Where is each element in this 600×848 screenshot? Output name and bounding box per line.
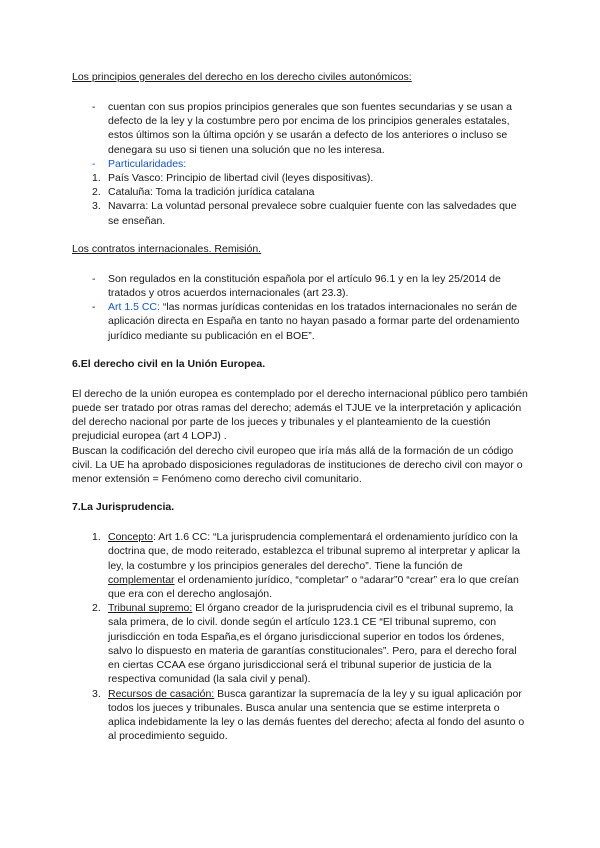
list-item xyxy=(72,100,528,157)
term-concepto: Concepto xyxy=(108,531,153,544)
term-complementar: complementar xyxy=(108,573,175,586)
section-heading-principios: Los principios generales del derecho en los derecho civiles autonómicos: xyxy=(72,71,412,83)
bullet-list-principios xyxy=(72,100,528,171)
list-item: - Art 1.5 CC: “las normas jurídicas contenidas en los tratados internacionales no serán de aplicación directa en España en tanto no hayan pasado a formar parte del ordenamiento jurídico mediante su publicación en el BOE”. xyxy=(92,301,520,342)
section-heading-contratos: Los contratos internacionales. Remisión. xyxy=(72,242,262,255)
particularidades-label: Particularidades: xyxy=(108,157,187,170)
numbered-list-jurisprudencia xyxy=(72,530,528,743)
term-tribunal-supremo: Tribunal supremo: xyxy=(108,602,193,615)
paragraph: Buscan la codificación del derecho civil europeo que iría más allá de la formación de un código civil. La UE ha aprobado disposiciones reguladoras de instituciones de derecho civil con mayor o menor extensión = Fenómeno como derecho civil comunitario. xyxy=(72,444,523,486)
art-reference-link[interactable]: Art 1.5 CC: xyxy=(108,301,160,314)
dash-marker: - xyxy=(92,101,96,113)
list-item: 1. País Vasco: Principio de libertad civil (leyes dispositivas). xyxy=(92,172,374,185)
dash-marker: - xyxy=(92,157,96,170)
list-item: 2. Cataluña: Toma la tradición jurídica catalana xyxy=(92,186,315,199)
list-item: - Son regulados en la constitución española por el artículo 96.1 y en la ley 25/2014 de tratados y otros acuerdos internacionales (art 23.3). xyxy=(92,272,501,300)
paragraph: El derecho de la unión europea es contemplado por el derecho internacional público pero también puede ser tratado por otras ramas del derecho; además el TJUE ve la interpretación y aplicación del derecho nacional por parte de los jueces y tribunales y el planteamiento de la cuestión prejudicial europea (art 4 LOPJ) . xyxy=(72,387,528,443)
list-item: 2. Tribunal supremo: El órgano creador de la jurisprudencia civil es el tribunal supremo, la sala primera, de lo civil. donde según el artículo 123.1 CE “El tribunal supremo, con jurisdicción en toda España,es el órgano jurisdiccional superior en todos los órdenes, salvo lo dispuesto en materia de garantías constitucionales”. Pero, para el derecho foral en ciertas CCAA ese órgano jurisdiccional será el tribunal superior de justicia de la respectiva comunidad (la sala civil y penal). xyxy=(92,602,517,686)
dash-marker: - xyxy=(92,272,96,285)
bullet-text: cuentan con sus propios principios generales que son fuentes secundarias y se usan a defecto de la ley y la costumbre pero por encima de los principios generales estatales, estos últimos son la última opción y se usarán a defecto de los anteriores o incluso se denegara su uso si tienen una solución que no les interesa. xyxy=(108,101,512,156)
document-page xyxy=(72,70,528,743)
term-recursos-casacion: Recursos de casación: xyxy=(108,687,215,700)
bullet-list-contratos xyxy=(72,272,528,343)
numbered-list-particularidades xyxy=(72,171,528,228)
list-item xyxy=(72,157,528,171)
list-item: 3. Recursos de casación: Busca garantizar la supremacía de la ley y su igual aplicación por todos los jueces y tribunales. Busca anular una sentencia que se estime interpreta o aplica indebidamente la ley o las demás fuentes del derecho; afecta al fondo del asunto o al procedimiento seguido. xyxy=(92,687,525,743)
list-item: 3. Navarra: La voluntad personal prevalece sobre cualquier fuente con las salvedades que se enseñan. xyxy=(92,200,517,227)
section-heading-union-europea: 6.El derecho civil en la Unión Europea. xyxy=(72,357,266,370)
list-item: 1. Concepto: Art 1.6 CC: “La jurisprudencia complementará el ordenamiento jurídico con la doctrina que, de modo reiterado, establezca el tribunal supremo al interpretar y aplicar la ley, la costumbre y los principios generales del derecho”. Tiene la función de complementar el ordenamiento jurídico, “completar” o “adarar”0 “crear” era lo que creían que era con el derecho anglosajón. xyxy=(92,531,521,601)
dash-marker: - xyxy=(92,301,96,314)
section-heading-jurisprudencia: 7.La Jurisprudencia. xyxy=(72,501,175,514)
